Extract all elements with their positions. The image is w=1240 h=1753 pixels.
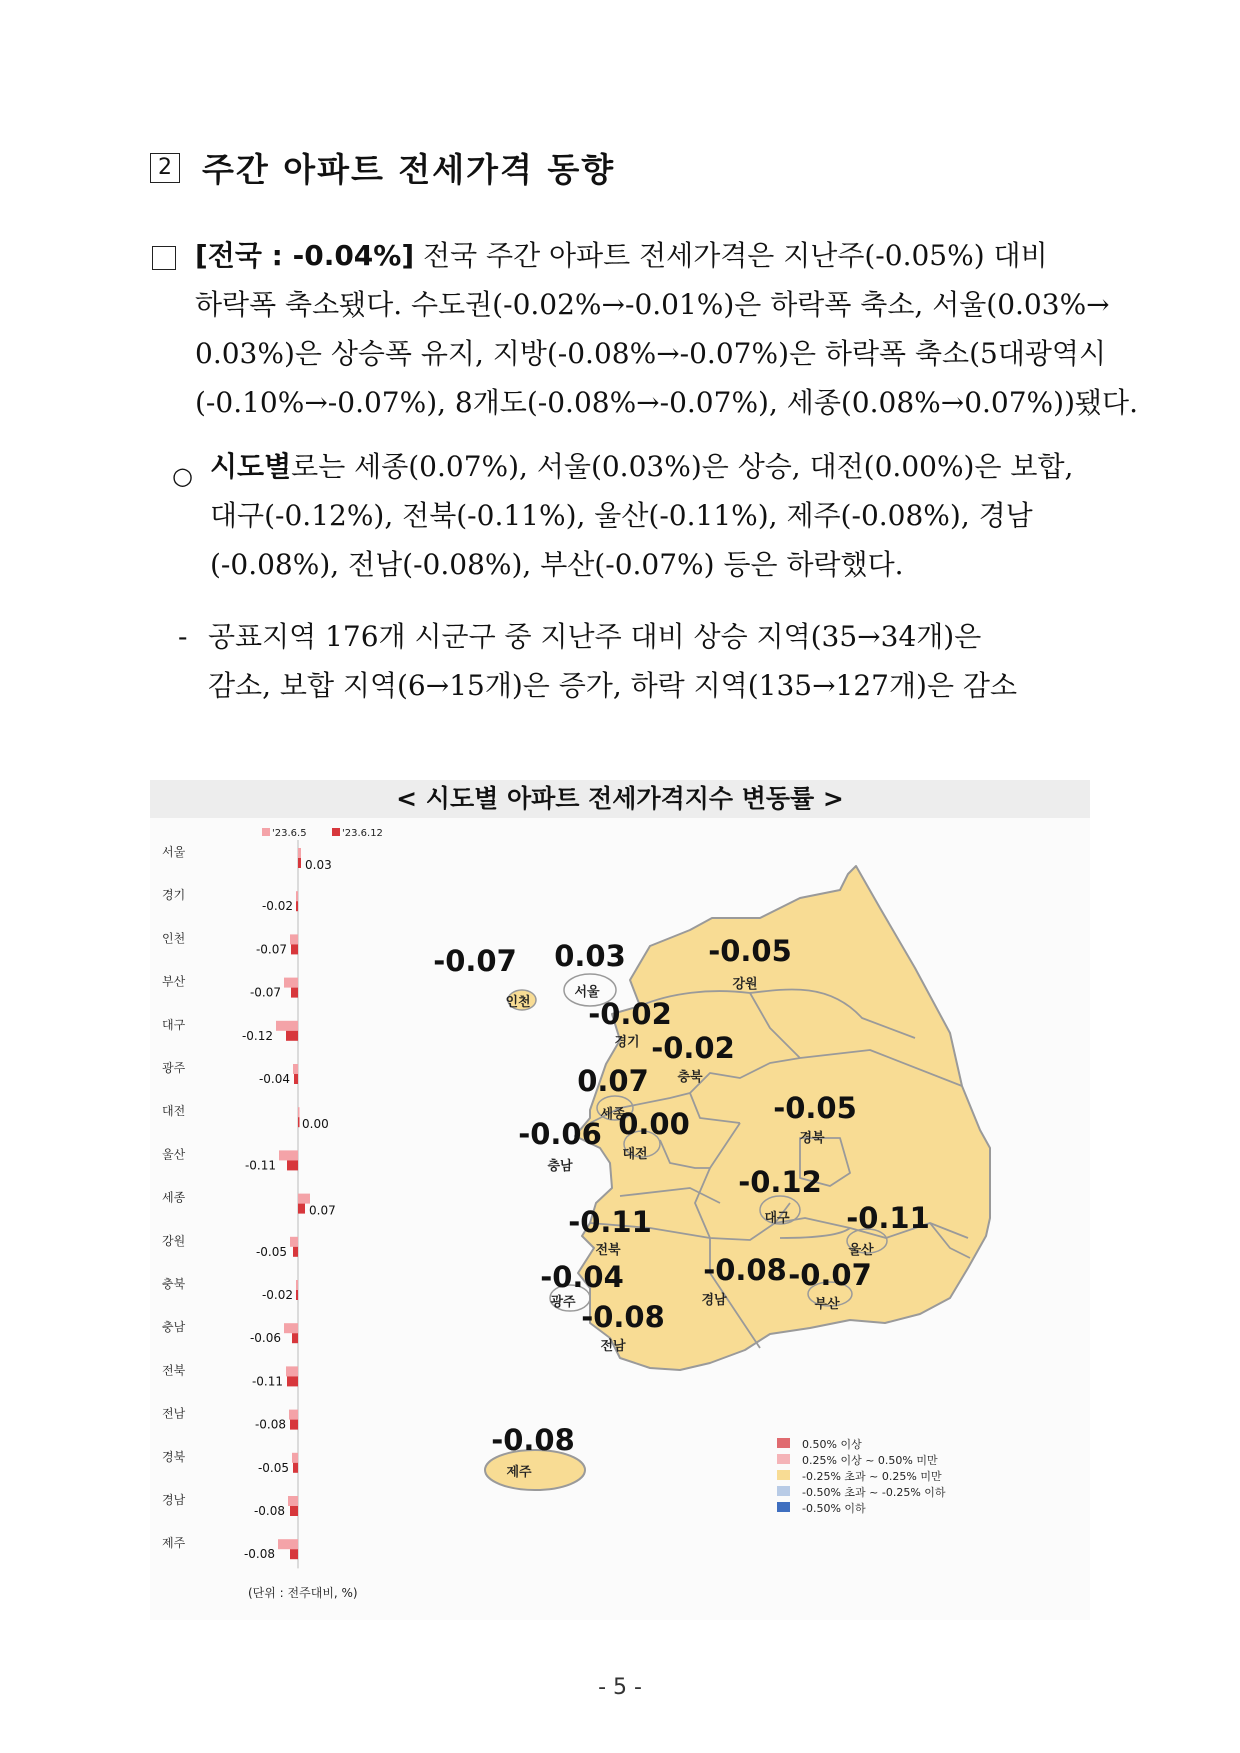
bar-curr xyxy=(296,1290,298,1300)
bar-curr xyxy=(293,1247,298,1257)
region-value: 0.00 xyxy=(618,1107,690,1141)
data-label: -0.05 xyxy=(257,1460,289,1475)
dash-bullet: - xyxy=(178,620,188,653)
data-label: -0.07 xyxy=(255,942,287,957)
map-legend-label: -0.25% 초과 ~ 0.25% 미만 xyxy=(802,1470,942,1483)
bold-lead: 시도별 xyxy=(210,450,292,483)
bar-prev xyxy=(279,1150,298,1160)
square-bullet-icon xyxy=(152,246,176,270)
data-label: 0.03 xyxy=(305,858,332,872)
bar-prev xyxy=(284,978,298,988)
region-name: 경북 xyxy=(799,1131,825,1146)
category-label: 세종 xyxy=(162,1190,186,1205)
region-value: -0.08 xyxy=(491,1423,575,1457)
region-value: -0.05 xyxy=(773,1091,857,1125)
region-name: 대전 xyxy=(622,1147,648,1162)
data-label: -0.08 xyxy=(254,1417,286,1432)
map-legend-label: 0.50% 이상 xyxy=(802,1438,862,1451)
data-label: -0.08 xyxy=(253,1504,285,1518)
map-legend-label: 0.25% 이상 ~ 0.50% 미만 xyxy=(802,1454,938,1467)
region-value: -0.07 xyxy=(788,1258,872,1292)
region-name: 충북 xyxy=(677,1070,703,1085)
paragraph-line: 감소, 보합 지역(6→15개)은 증가, 하락 지역(135→127개)은 감소 xyxy=(208,669,1018,702)
region-name: 전북 xyxy=(595,1243,621,1258)
data-label: -0.02 xyxy=(261,1288,293,1302)
data-label: -0.02 xyxy=(261,899,293,914)
figure-graphic xyxy=(150,818,1090,1620)
bar-curr xyxy=(290,1506,298,1516)
category-label: 전남 xyxy=(162,1406,186,1421)
region-name: 전남 xyxy=(600,1339,626,1354)
category-label: 대전 xyxy=(162,1104,186,1119)
bar-curr xyxy=(298,858,301,868)
bar-prev xyxy=(293,1064,298,1074)
category-label: 충남 xyxy=(162,1320,186,1335)
paragraph-line xyxy=(210,442,1090,491)
data-label: -0.04 xyxy=(258,1072,290,1086)
data-label: -0.06 xyxy=(249,1331,281,1346)
data-label: 0.07 xyxy=(309,1203,336,1218)
region-value: -0.08 xyxy=(703,1253,787,1287)
bar-prev xyxy=(278,1539,298,1549)
bar-curr xyxy=(293,1463,298,1473)
bar-prev xyxy=(284,1323,298,1333)
category-label: 제주 xyxy=(162,1536,186,1551)
bar-prev xyxy=(296,1280,298,1290)
section-title: 주간 아파트 전세가격 동향 xyxy=(202,150,616,189)
map-legend-swatch xyxy=(777,1470,790,1480)
category-label: 울산 xyxy=(162,1147,186,1162)
figure-title: < 시도별 아파트 전세가격지수 변동률 > xyxy=(150,780,1090,818)
region-value: -0.02 xyxy=(588,997,672,1031)
bar-prev xyxy=(288,1496,298,1506)
circle-bullet: ○ xyxy=(172,462,193,490)
bar-curr xyxy=(291,944,298,954)
section-number: 2 xyxy=(150,153,180,183)
data-label: -0.12 xyxy=(241,1028,273,1043)
region-name: 경남 xyxy=(701,1293,727,1308)
region-name: 울산 xyxy=(848,1243,874,1258)
bar-curr xyxy=(298,1204,305,1214)
region-name: 제주 xyxy=(506,1465,532,1480)
paragraph-line xyxy=(195,231,1090,280)
legend-swatch xyxy=(332,828,340,836)
region-value: 0.07 xyxy=(577,1064,649,1098)
paragraph-national xyxy=(195,231,1138,427)
bar-curr xyxy=(290,1549,298,1559)
map-legend-swatch xyxy=(777,1486,790,1496)
category-label: 경북 xyxy=(162,1449,186,1464)
bar-curr xyxy=(298,1117,300,1127)
category-label: 인천 xyxy=(162,931,186,946)
region-value: -0.12 xyxy=(738,1165,822,1199)
region-name: 강원 xyxy=(732,977,758,992)
region-value: 0.03 xyxy=(554,939,626,973)
category-label: 서울 xyxy=(162,845,186,859)
bar-curr xyxy=(294,1074,298,1084)
region-value: -0.05 xyxy=(708,934,792,968)
bar-prev xyxy=(290,1237,298,1247)
region-name: 광주 xyxy=(550,1295,576,1310)
paragraph-line: 공표지역 176개 시군구 중 지난주 대비 상승 지역(35→34개)은 xyxy=(208,620,982,653)
bar-curr xyxy=(287,1376,298,1386)
bold-lead: [전국 : -0.04%] xyxy=(195,239,415,272)
region-name: 충남 xyxy=(547,1159,573,1174)
category-label: 충북 xyxy=(162,1277,186,1291)
category-label: 대구 xyxy=(162,1017,186,1032)
bar-curr xyxy=(291,988,298,998)
region-value: -0.02 xyxy=(651,1031,735,1065)
region-name: 세종 xyxy=(600,1107,626,1122)
region-value: -0.11 xyxy=(846,1201,930,1235)
paragraph-line: 0.03%)은 상승폭 유지, 지방(-0.08%→-0.07%)은 하락폭 축소(5대광역시 xyxy=(195,337,1107,370)
category-label: 전북 xyxy=(162,1363,186,1378)
paragraph-regions xyxy=(210,442,1090,589)
figure xyxy=(150,780,1090,1620)
bar-prev xyxy=(292,1453,298,1463)
legend-swatch xyxy=(262,828,270,836)
bar-curr xyxy=(290,1420,298,1430)
page-number: - 5 - xyxy=(598,1675,642,1700)
category-label: 강원 xyxy=(162,1233,186,1248)
map-legend-swatch xyxy=(777,1454,790,1464)
region-value: -0.11 xyxy=(568,1205,652,1239)
data-label: 0.00 xyxy=(302,1117,329,1132)
map-legend-swatch xyxy=(777,1438,790,1448)
legend-label: '23.6.5 xyxy=(272,828,307,839)
bar-prev xyxy=(298,1107,300,1117)
region-name: 서울 xyxy=(574,985,600,1000)
paragraph-line: (-0.08%), 전남(-0.08%), 부산(-0.07%) 등은 하락했다. xyxy=(210,548,904,581)
region-name: 경기 xyxy=(614,1035,640,1050)
data-label: -0.07 xyxy=(249,985,281,1000)
unit-note: (단위 : 전주대비, %) xyxy=(248,1586,358,1600)
legend-label: '23.6.12 xyxy=(342,828,383,839)
bar-curr xyxy=(296,901,298,911)
bar-prev xyxy=(289,1410,298,1420)
region-name: 부산 xyxy=(814,1297,840,1312)
region-value: -0.04 xyxy=(540,1260,624,1294)
bar-prev xyxy=(298,848,301,858)
paragraph-districts xyxy=(208,612,1090,710)
category-label: 부산 xyxy=(162,974,186,989)
region-name: 대구 xyxy=(764,1211,790,1226)
section-heading xyxy=(150,144,615,191)
bar-prev xyxy=(286,1366,298,1376)
bar-prev xyxy=(290,934,298,944)
paragraph-line: (-0.10%→-0.07%), 8개도(-0.08%→-0.07%), 세종(0.08%→0.07%))됐다. xyxy=(195,386,1138,419)
bar-prev xyxy=(296,891,298,901)
region-value: -0.07 xyxy=(433,944,517,978)
bar-curr xyxy=(292,1333,298,1343)
region-value: -0.08 xyxy=(581,1300,665,1334)
bar-curr xyxy=(287,1160,298,1170)
map-legend-label: -0.50% 초과 ~ -0.25% 이하 xyxy=(802,1486,946,1499)
data-label: -0.11 xyxy=(251,1374,283,1389)
data-label: -0.11 xyxy=(244,1158,276,1173)
bar-prev xyxy=(298,1194,310,1204)
region-name: 인천 xyxy=(505,995,531,1010)
paragraph-text: 전국 주간 아파트 전세가격은 지난주(-0.05%) 대비 xyxy=(414,239,1048,272)
map-legend-label: -0.50% 이하 xyxy=(802,1502,866,1515)
paragraph-line: 대구(-0.12%), 전북(-0.11%), 울산(-0.11%), 제주(-0.08%), 경남 xyxy=(210,499,1033,532)
data-label: -0.08 xyxy=(243,1547,275,1562)
category-label: 경남 xyxy=(162,1493,186,1507)
bar-prev xyxy=(276,1021,298,1031)
data-label: -0.05 xyxy=(255,1244,287,1259)
bar-curr xyxy=(286,1031,298,1041)
category-label: 광주 xyxy=(162,1061,186,1075)
paragraph-line: 하락폭 축소됐다. 수도권(-0.02%→-0.01%)은 하락폭 축소, 서울(0.03%→ xyxy=(195,288,1110,321)
region-value: -0.06 xyxy=(518,1117,602,1151)
category-label: 경기 xyxy=(162,888,186,903)
paragraph-text: 로는 세종(0.07%), 서울(0.03%)은 상승, 대전(0.00%)은 보합, xyxy=(291,450,1074,483)
map-legend-swatch xyxy=(777,1502,790,1512)
